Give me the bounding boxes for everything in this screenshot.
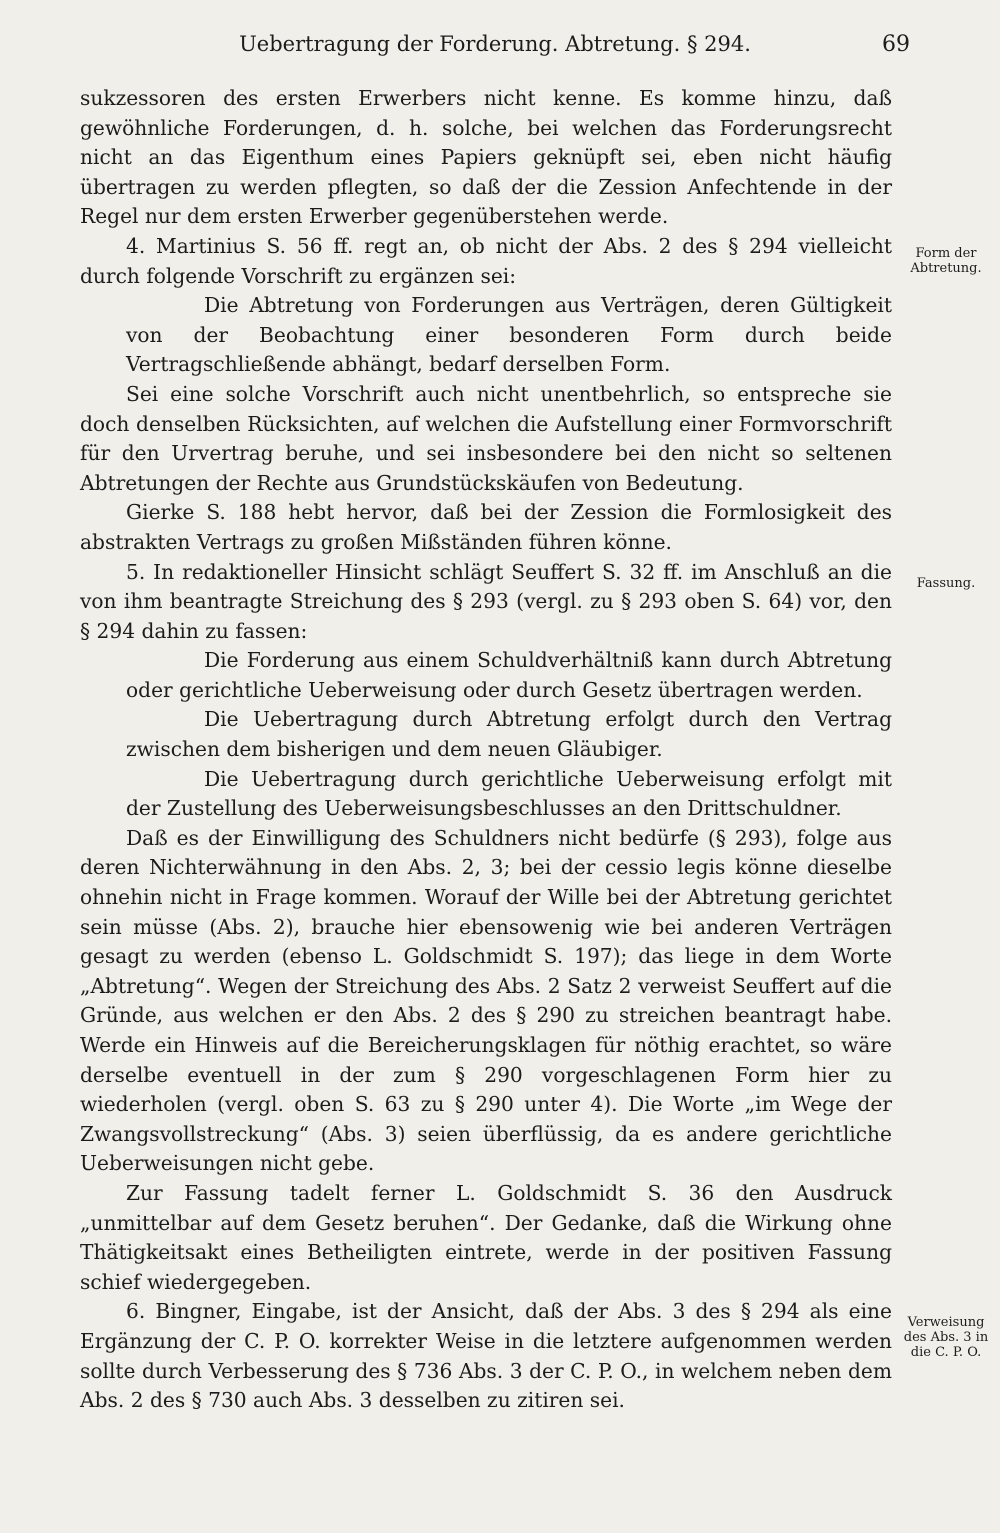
paragraph: 4. Martinius S. 56 ff. regt an, ob nicht der Abs. 2 des § 294 vielleicht durch folgende Vorschrift zu ergänzen sei:: [80, 233, 892, 288]
paragraph: Sei eine solche Vorschrift auch nicht unentbehrlich, so entspreche sie doch denselben Rücksichten, auf welchen die Aufstellung einer Formvorschrift für den Urvertrag beruhe, und sei insbesondere bei den nicht so seltenen Abtretungen der Rechte aus Grundstückskäufen von Bedeutung.: [80, 381, 892, 495]
paragraph: 6. Bingner, Eingabe, ist der Ansicht, daß der Abs. 3 des § 294 als eine Ergänzung der C. P. O. korrekter Weise in die letztere aufgenommen werden sollte durch Verbesserung des § 736 Abs. 3 der C. P. O., in welchem neben dem Abs. 2 des § 730 auch Abs. 3 desselben zu zitiren sei.: [80, 1299, 892, 1413]
body-text: [80, 84, 892, 1416]
quoted-provision: Die Uebertragung durch gerichtliche Ueberweisung erfolgt mit der Zustellung des Ueberweisungsbeschlusses an den Drittschuldner.: [126, 766, 892, 821]
quoted-provision: Die Forderung aus einem Schuldverhältniß kann durch Abtretung oder gerichtliche Ueberweisung oder durch Gesetz übertragen werden.: [126, 648, 892, 702]
margin-note: Verweisung des Abs. 3 in die C. P. O.: [903, 1315, 989, 1360]
paragraph: Gierke S. 188 hebt hervor, daß bei der Zession die Formlosigkeit des abstrakten Vertrags zu großen Mißständen führen könne.: [80, 500, 892, 554]
paragraph: Zur Fassung tadelt ferner L. Goldschmidt S. 36 den Ausdruck „unmittelbar auf dem Gesetz beruhen“. Der Gedanke, daß die Wirkung ohne Thätigkeitsakt eines Betheiligten eintrete, werde in der positiven Fassung schief wiedergegeben.: [80, 1180, 892, 1294]
margin-note: Form der Abtretung.: [910, 246, 982, 276]
paragraph: sukzessoren des ersten Erwerbers nicht kenne. Es komme hinzu, daß gewöhnliche Forderungen, d. h. solche, bei welchen das Forderungsrecht nicht an das Eigenthum eines Papiers geknüpft sei, eben nicht häufig übertragen zu werden pflegten, so daß der die Zession Anfechtende in der Regel nur dem ersten Erwerber gegenüberstehen werde.: [80, 86, 892, 229]
paragraph: Daß es der Einwilligung des Schuldners nicht bedürfe (§ 293), folge aus deren Nichterwähnung in den Abs. 2, 3; bei der cessio legis könne dieselbe ohnehin nicht in Frage kommen. Worauf der Wille bei der Abtretung gerichtet sein müsse (Abs. 2), brauche hier ebensowenig wie bei anderen Verträgen gesagt zu werden (ebenso L. Goldschmidt S. 197); das liege in dem Worte „Abtretung“. Wegen der Streichung des Abs. 2 Satz 2 verweist Seuffert auf die Gründe, aus welchen er den Abs. 2 des § 290 zu streichen beantragt habe. Werde ein Hinweis auf die Bereicherungsklagen für nöthig erachtet, so wäre derselbe eventuell in der zum § 290 vorgeschlagenen Form hier zu wiederholen (vergl. oben S. 63 zu § 290 unter 4). Die Worte „im Wege der Zwangsvollstreckung“ (Abs. 3) seien überflüssig, da es andere gerichtliche Ueberweisungen nicht gebe.: [80, 825, 892, 1176]
page-number: 69: [882, 32, 910, 57]
running-head: Uebertragung der Forderung. Abtretung. § 294.: [239, 32, 751, 56]
margin-note: Fassung.: [916, 576, 976, 591]
quoted-provision: Die Abtretung von Forderungen aus Verträgen, deren Gültigkeit von der Beobachtung einer besonderen Form durch beide Vertragschließende abhängt, bedarf derselben Form.: [126, 293, 892, 377]
quoted-provision: Die Uebertragung durch Abtretung erfolgt durch den Vertrag zwischen dem bisherigen und dem neuen Gläubiger.: [126, 707, 892, 762]
page-header: [80, 28, 910, 64]
paragraph: 5. In redaktioneller Hinsicht schlägt Seuffert S. 32 ff. im Anschluß an die von ihm beantragte Streichung des § 293 (vergl. zu § 293 oben S. 64) vor, den § 294 dahin zu fassen:: [80, 559, 892, 643]
